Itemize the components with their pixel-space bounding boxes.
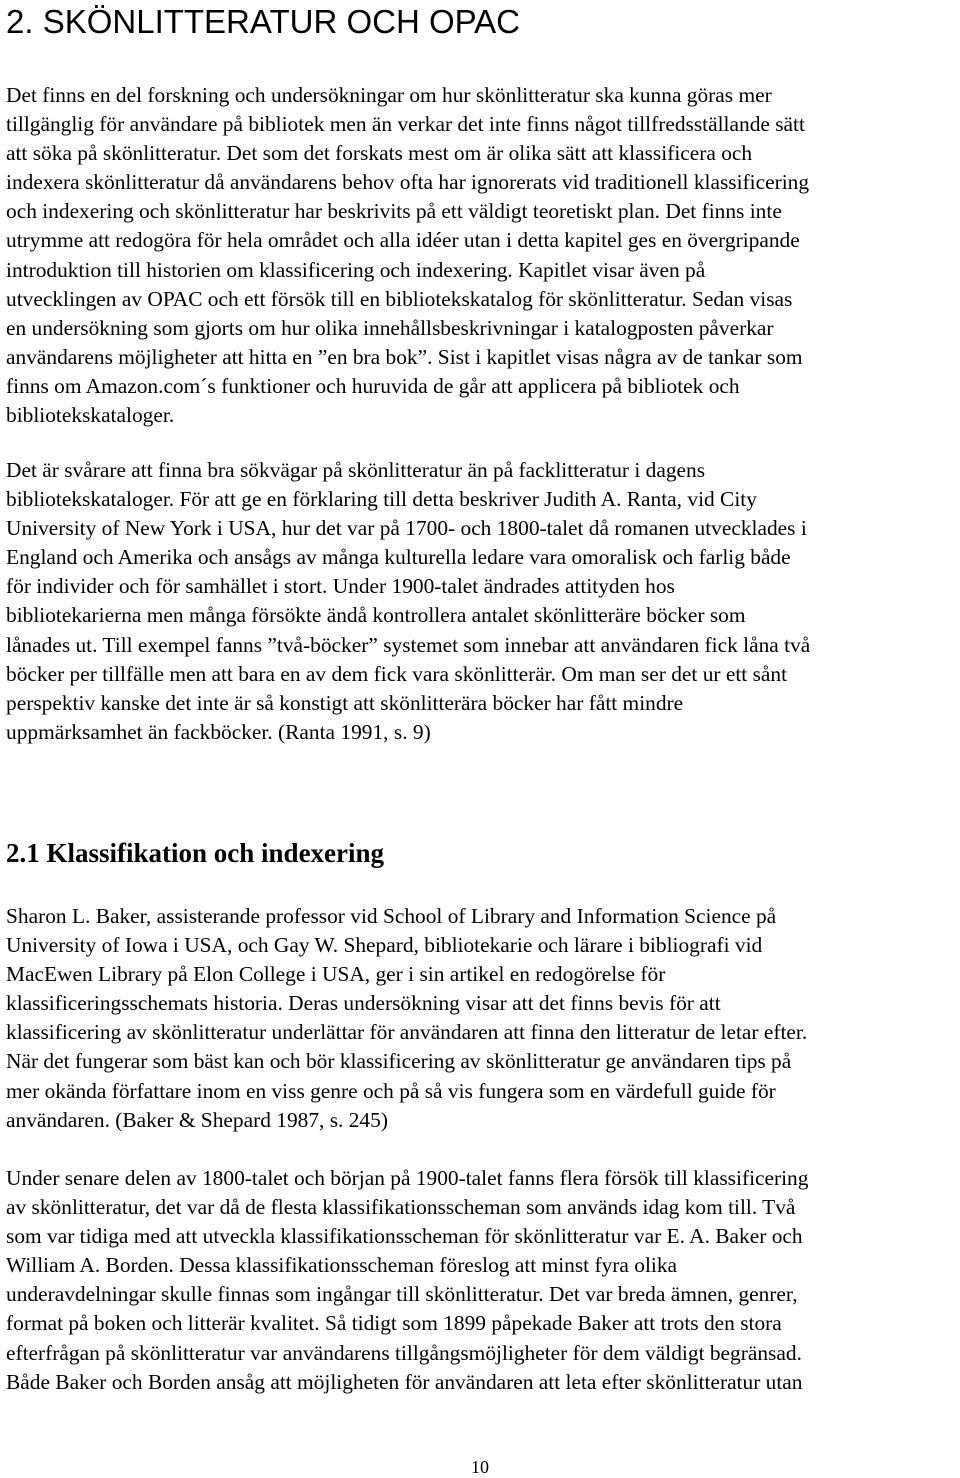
text-line: När det fungerar som bäst kan och bör klassificering av skönlitteratur ge användaren tips på: [6, 1049, 792, 1074]
chapter-paragraph-2: [6, 456, 958, 747]
text-line: av skönlitteratur, det var då de flesta klassifikationsscheman som används idag kom till. Två: [6, 1195, 796, 1220]
text-line: England och Amerika och ansågs av många kulturella ledare vara omoralisk och farlig både: [6, 545, 791, 570]
chapter-title: 2. SKÖNLITTERATUR OCH OPAC: [6, 3, 521, 40]
text-line: Under senare delen av 1800-talet och början på 1900-talet fanns flera försök till klassificering: [6, 1166, 809, 1190]
text-line: användarens möjligheter att hitta en ”en bra bok”. Sist i kapitlet visas några av de tankar som: [6, 344, 803, 369]
text-line: som var tidiga med att utveckla klassifikationsscheman för skönlitteratur var E. A. Baker och: [6, 1224, 803, 1249]
text-line: format på boken och litterär kvalitet. Så tidigt som 1899 påpekade Baker att trots den stora: [6, 1311, 782, 1336]
section-title: 2.1 Klassifikation och indexering: [6, 838, 385, 868]
text-line: böcker per tillfälle men att bara en av dem fick vara skönlitterär. Om man ser det ur ett sånt: [6, 661, 788, 686]
text-line: klassificeringsschemats historia. Deras undersökning visar att det finns bevis för att: [6, 991, 721, 1016]
text-line: Det är svårare att finna bra sökvägar på skönlitteratur än på facklitteratur i dagens: [6, 458, 706, 482]
text-line: introduktion till historien om klassificering och indexering. Kapitlet visar även på: [6, 257, 706, 282]
text-line: University of New York i USA, hur det var på 1700- och 1800-talet då romanen utvecklades i: [6, 516, 807, 541]
text-line: utrymme att redogöra för hela området och alla idéer utan i detta kapitel ges en övergripande: [6, 228, 800, 253]
text-line: uppmärksamhet än fackböcker. (Ranta 1991, s. 9): [6, 719, 431, 744]
text-line: University of Iowa i USA, och Gay W. Shepard, bibliotekarie och lärare i bibliografi vid: [6, 933, 763, 958]
text-line: och indexering och skönlitteratur har beskrivits på ett väldigt teoretiskt plan. Det finns inte: [6, 199, 782, 224]
page-number: 10: [471, 1457, 489, 1477]
text-line: indexera skönlitteratur då användarens behov ofta har ignorerats vid traditionell klassificering: [6, 170, 810, 195]
text-line: klassificering av skönlitteratur underlättar för användaren att finna den litteratur de letar efter.: [6, 1020, 808, 1045]
text-line: för individer och för samhället i stort. Under 1900-talet ändrades attityden hos: [6, 574, 675, 599]
text-line: en undersökning som gjorts om hur olika innehållsbeskrivningar i katalogposten påverkar: [6, 315, 774, 340]
text-line: underavdelningar skulle finnas som ingångar till skönlitteratur. Det var breda ämnen, genrer,: [6, 1282, 798, 1307]
text-line: Sharon L. Baker, assisterande professor vid School of Library and Information Science på: [6, 904, 777, 928]
text-line: bibliotekskataloger.: [6, 403, 175, 428]
text-line: att söka på skönlitteratur. Det som det forskats mest om är olika sätt att klassificera och: [6, 141, 753, 166]
text-line: finns om Amazon.com´s funktioner och huruvida de går att applicera på bibliotek och: [6, 373, 740, 398]
chapter-paragraph-1: [6, 81, 958, 430]
text-line: användaren. (Baker & Shepard 1987, s. 245): [6, 1107, 388, 1132]
text-line: efterfrågan på skönlitteratur var användarens tillgångsmöjligheter för dem väldigt begränsad.: [6, 1340, 802, 1365]
text-line: bibliotekskataloger. För att ge en förklaring till detta beskriver Judith A. Ranta, vid City: [6, 487, 757, 512]
text-line: mer okända författare inom en viss genre och på så vis fungera som en värdefull guide för: [6, 1078, 776, 1103]
text-line: tillgänglig för användare på bibliotek men än verkar det inte finns något tillfredsställande sätt: [6, 112, 805, 137]
section-paragraph-1: [6, 902, 958, 1135]
text-line: MacEwen Library på Elon College i USA, ger i sin artikel en redogörelse för: [6, 962, 666, 987]
text-line: lånades ut. Till exempel fanns ”två-böcker” systemet som innebar att användaren fick låna två: [6, 632, 811, 657]
text-line: William A. Borden. Dessa klassifikationsscheman föreslog att minst fyra olika: [6, 1253, 678, 1278]
text-line: bibliotekarierna men många försökte ändå kontrollera antalet skönlitteräre böcker som: [6, 603, 746, 628]
text-line: Det finns en del forskning och undersökningar om hur skönlitteratur ska kunna göras mer: [6, 83, 772, 107]
text-line: perspektiv kanske det inte är så konstigt att skönlitterära böcker har fått mindre: [6, 690, 684, 715]
text-line: utvecklingen av OPAC och ett försök till en bibliotekskatalog för skönlitteratur. Sedan visas: [6, 286, 793, 311]
section-paragraph-2: [6, 1164, 958, 1397]
text-line: Både Baker och Borden ansåg att möjligheten för användaren att leta efter skönlitteratur utan: [6, 1369, 803, 1394]
